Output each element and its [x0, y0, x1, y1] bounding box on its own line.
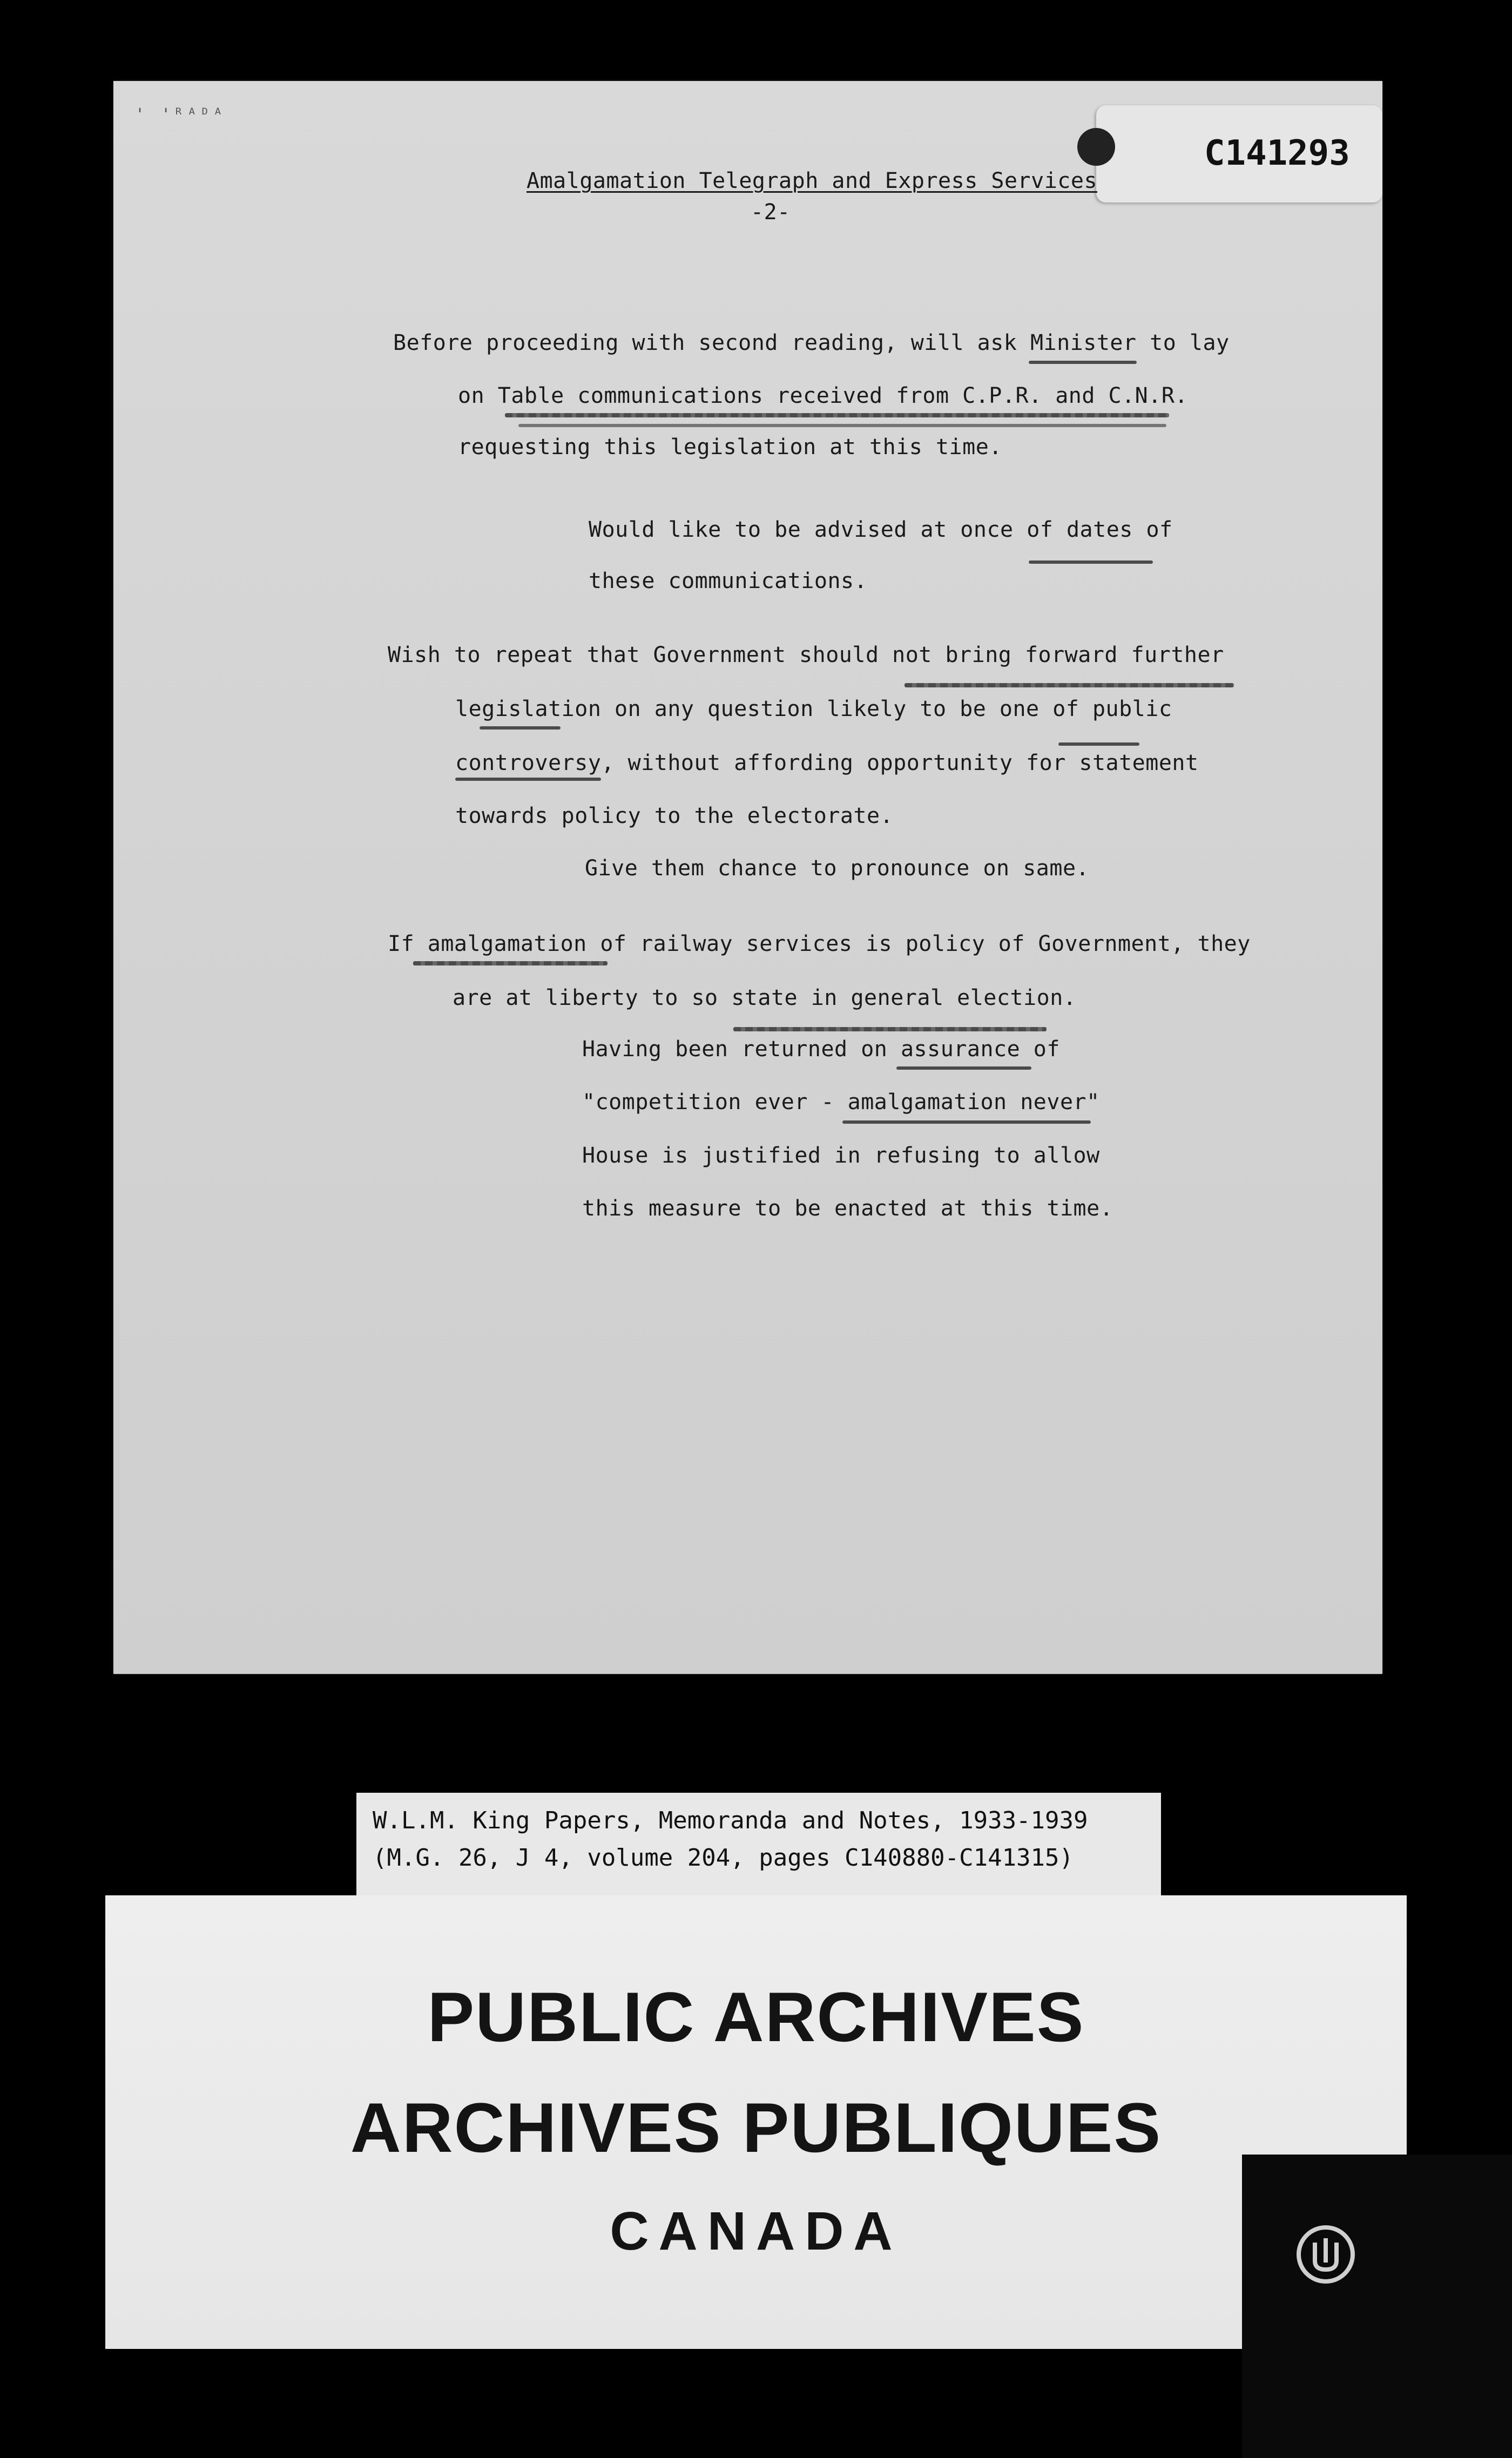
- memo-line: Wish to repeat that Government should not bring forward further: [388, 643, 1224, 667]
- memo-line: controversy, without affording opportunity for statement: [455, 751, 1199, 775]
- pencil-underline: [1058, 742, 1139, 746]
- memo-line: Give them chance to pronounce on same.: [585, 856, 1090, 881]
- pencil-underline: [1029, 361, 1137, 364]
- memo-line: "competition ever - amalgamation never": [582, 1090, 1100, 1115]
- citation-line-1: W.L.M. King Papers, Memoranda and Notes, 1933-1939: [373, 1807, 1088, 1834]
- memo-line: Having been returned on assurance of: [582, 1037, 1060, 1062]
- pencil-underline: [455, 778, 601, 781]
- memo-line: on Table communications received from C.P.R. and C.N.R.: [458, 383, 1189, 408]
- pencil-underline: [505, 413, 1169, 417]
- pencil-underline: [905, 683, 1234, 687]
- pencil-underline: [896, 1066, 1031, 1070]
- memo-line: Before proceeding with second reading, will ask Minister to lay: [393, 330, 1230, 355]
- stamp-number: C141293: [1204, 133, 1350, 173]
- pencil-underline: [842, 1120, 1091, 1124]
- citation-line-2: (M.G. 26, J 4, volume 204, pages C140880-C141315): [373, 1844, 1074, 1872]
- memo-line: requesting this legislation at this time.: [458, 435, 1002, 460]
- archives-card: [105, 1895, 1407, 2349]
- archives-line-canada: CANADA: [610, 2201, 902, 2261]
- memo-page-number: -2-: [751, 200, 791, 225]
- memo-line: are at liberty to so state in general election.: [453, 985, 1077, 1010]
- citation-label: [356, 1793, 1161, 1895]
- memo-line: House is justified in refusing to allow: [582, 1143, 1100, 1168]
- pencil-underline: [413, 961, 608, 965]
- archives-logo-icon: [1293, 2222, 1358, 2287]
- memo-line: this measure to be enacted at this time.: [582, 1196, 1113, 1221]
- document-stamp: [1096, 105, 1382, 202]
- pencil-underline: [1029, 561, 1153, 564]
- memo-line: If amalgamation of railway services is policy of Government, they: [388, 931, 1251, 956]
- page-corner-mark: ' 'ᴿᴬᴰᴬ: [135, 105, 226, 124]
- dark-corner: [1242, 2155, 1512, 2458]
- pencil-underline: [518, 424, 1166, 427]
- memo-line: Would like to be advised at once of dates of: [589, 517, 1173, 542]
- archives-line-english: PUBLIC ARCHIVES: [427, 1977, 1085, 2056]
- pencil-underline: [480, 726, 561, 730]
- memo-line: these communications.: [589, 569, 868, 593]
- stamp-hole-mark: [1077, 128, 1115, 166]
- memo-heading: Amalgamation Telegraph and Express Services: [526, 168, 1098, 193]
- archives-line-french: ARCHIVES PUBLIQUES: [350, 2088, 1162, 2167]
- pencil-underline: [733, 1027, 1047, 1031]
- memo-line: legislation on any question likely to be one of public: [455, 697, 1172, 721]
- memo-line: towards policy to the electorate.: [455, 803, 894, 828]
